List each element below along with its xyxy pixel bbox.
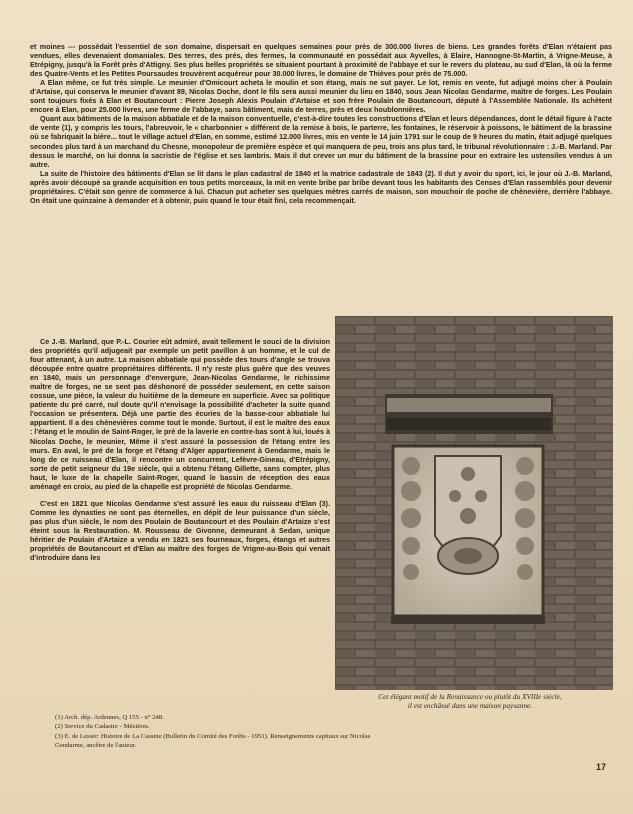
footnotes [55, 713, 535, 750]
paragraph: C'est en 1821 que Nicolas Gendarme s'est assuré les eaux du ruisseau d'Elan (3). Comme les dynasties ne sont pas éternelles, en dépit de leur puissance d'un siècle, pas plus d'un siècle, le nom des Poulain de Boutancourt et des Poulain d'Artaize s'est éteint sous la Restauration. M. Rousseau de Givonne, demeurant à Sedan, unique héritier de Poulain d'Artaize a vendu en 1821 ses fourneaux, forges, étangs et autres propriétés de Boutancourt et d'Elan au maître des forges de Vrigne-au-Bois qui venait d'introduire dans les [30, 498, 330, 563]
footnote: (1) Arch. dép. Ardennes, Q 155 - n° 248. [55, 714, 164, 721]
caption-line: il est enchâssé dans une maison paysanne. [407, 700, 533, 710]
paragraph: A Elan même, ce fut très simple. Le meunier d'Omicourt acheta le moulin et son étang, mais ne sut payer. Le lot, remis en vente, fut adjugé moins cher à Poulain d'Artaise, qui conserva le meunier d'avant 89, Nicolas Doche, dont le fils sera aussi meunier du lieu en 1840, sous Jean Nicolas Gendarme, maître de forges. Les Poulain sont toujours fixés à Elan et Boutancourt : Pierre Joseph Alexis Poulain d'Artaise et son frère Poulain de Boutancourt, député à l'Assemblée Nationale. Ils achètent encore à Elan, pour 25.000 livres, une ferme de l'abbaye, sans bâtiment, mais de terres, prés et deux houblonnières. [30, 78, 612, 115]
footnote: (3) E. de Lesser: Histoire de La Cassine (Bulletin du Comité des Forêts - 1951). Renseignements capitaux sur Nicolas [55, 732, 371, 740]
paragraph: Ce J.-B. Marland, que P.-L. Courier eût admiré, avait tellement le souci de la division des propriétés qu'il adjugeait par exemple un petit pavillon à un homme, et le cul de four attenant, à un autre. La maison abbatiale qui possède des tours d'angle se trouva découpée entre quatre propriétaires différents. Il n'y reste plus guère que des veuves en 1840, mais un personnage d'envergure, Jean-Nicolas Gendarme, le richissime maître de forges, ne se sent pas déshonoré de posséder seulement, en cette saison cossue, une pièce, la valeur du huitième de la demeure en superficie. Avec sa politique patiente du pré carré, nul doute qu'il n'envisage la possibilité d'acheter la suite quand l'occasion se présentera. Déjà une partie des écuries de la basse-cour abbatiale lui appartient. Il a des chènevières comme tout le monde. Surtout, il est le maître des eaux : l'étang et le moulin de Saint-Roger, le pré de la laverie en contre-bas sont à lui, loués à Nicolas Doche, le meunier, Même il s'est assuré la possession de l'étang entre les murs. En aval, le pré de la forge et l'étang d'Alger appartiennent à Gendarme, mais le long de ce ruisseau d'Elan, il rencontre un concurrent, Lefèvre-Gineau, d'Etrépigny, sorte de petit seigneur du 19e siècle, qui a obtenu l'étang Gillette, sans compter, plus haut, le luxe de la chapelle Saint-Roger, quand le bassin de réception des eaux aménagé en croix, au pied de la chapelle est propriété de Nicolas Gendarme. [30, 337, 330, 491]
photo-illustration [335, 316, 613, 690]
caption-line: Cet élégant motif de la Renaissance ou plutôt du XVIIIe siècle, [378, 692, 562, 701]
page-number: 17 [596, 762, 607, 772]
paragraph: La suite de l'histoire des bâtiments d'Elan se lit dans le plan cadastral de 1840 et la matrice cadastrale de 1843 (2). Il dut y avoir du sport, ici, le jour où J.-B. Marland, après avoir découpé sa grande acquisition en tous petits morceaux, la mit en vente bribe par bribe devant tous les habitants des Censes d'Elan rassemblés pour devenir propriétaires. C'était son genre de commerce à lui. Chacun put acheter ses quelques mètres carrés de maison, son mouchoir de poche de chènevière, derrière l'abbaye. On était une quinzaine à demander et à obtenir, puis quand le tour était fini, cela recommençait. [30, 168, 612, 205]
paragraph: et moines --- possédait l'essentiel de son domaine, dispersait en quelques semaines pour près de 300.000 livres de biens. Les grandes forêts d'Elan n'étaient pas vendues, elles devenaient domaniales. Des terres, des prés, des fermes, la communauté en possédait aux Ayvelles, à Elaire, Hannogne-St-Martin, à Vrigne-Meuse, à Etrépigny, jusqu'à la Forêt près d'Attigny. Ses plus belles propriétés se situaient pourtant à proximité de l'abbaye et sur le revers du plateau, au sud d'Elan, là où la ferme des Quatre-Vents et les Petites Poursaudes trouvèrent acquéreur pour 30.000 livres, le domaine de Thièves pour près de 75.000. [30, 42, 612, 79]
footnote: Gendarme, ancêtre de l'auteur. [55, 741, 137, 749]
article-body-top [30, 42, 612, 205]
footnote: (2) Service du Cadastre - Mézières. [55, 723, 150, 731]
paragraph: Quant aux bâtiments de la maison abbatiale et de la maison conventuelle, c'est-à-dire toutes les constructions d'Elan et leurs dépendances, dont le détail figure à l'acte de vente (1), y compris les tours, l'abreuvoir, le « charbonnier » différent de la remise à bois, le parterre, les fontaines, le réservoir à poissons, le bâtiment de la brassine où se fabriquait la bière... tout le village actuel d'Elan, en somme, estimé 12.000 livres, mis en vente le 14 juin 1791 sur le coup de 9 heures du matin, était adjugé quelques secondes plus tard à un marchand du Chesne, monopoleur de première espèce et qui manquera de peu, trois ans plus tard, le tribunal révolutionnaire : J.-B. Marland. Par dessus le marché, on lui donna la sacristie de l'église et ses lambris. Mais il dut crever un mur du bâtiment de la brassine pour en extraire les ustensiles vendus à un autre. [30, 114, 612, 169]
photo-caption [330, 693, 610, 710]
photo-stone-ornament [335, 316, 613, 690]
article-body-left-column [30, 337, 330, 562]
